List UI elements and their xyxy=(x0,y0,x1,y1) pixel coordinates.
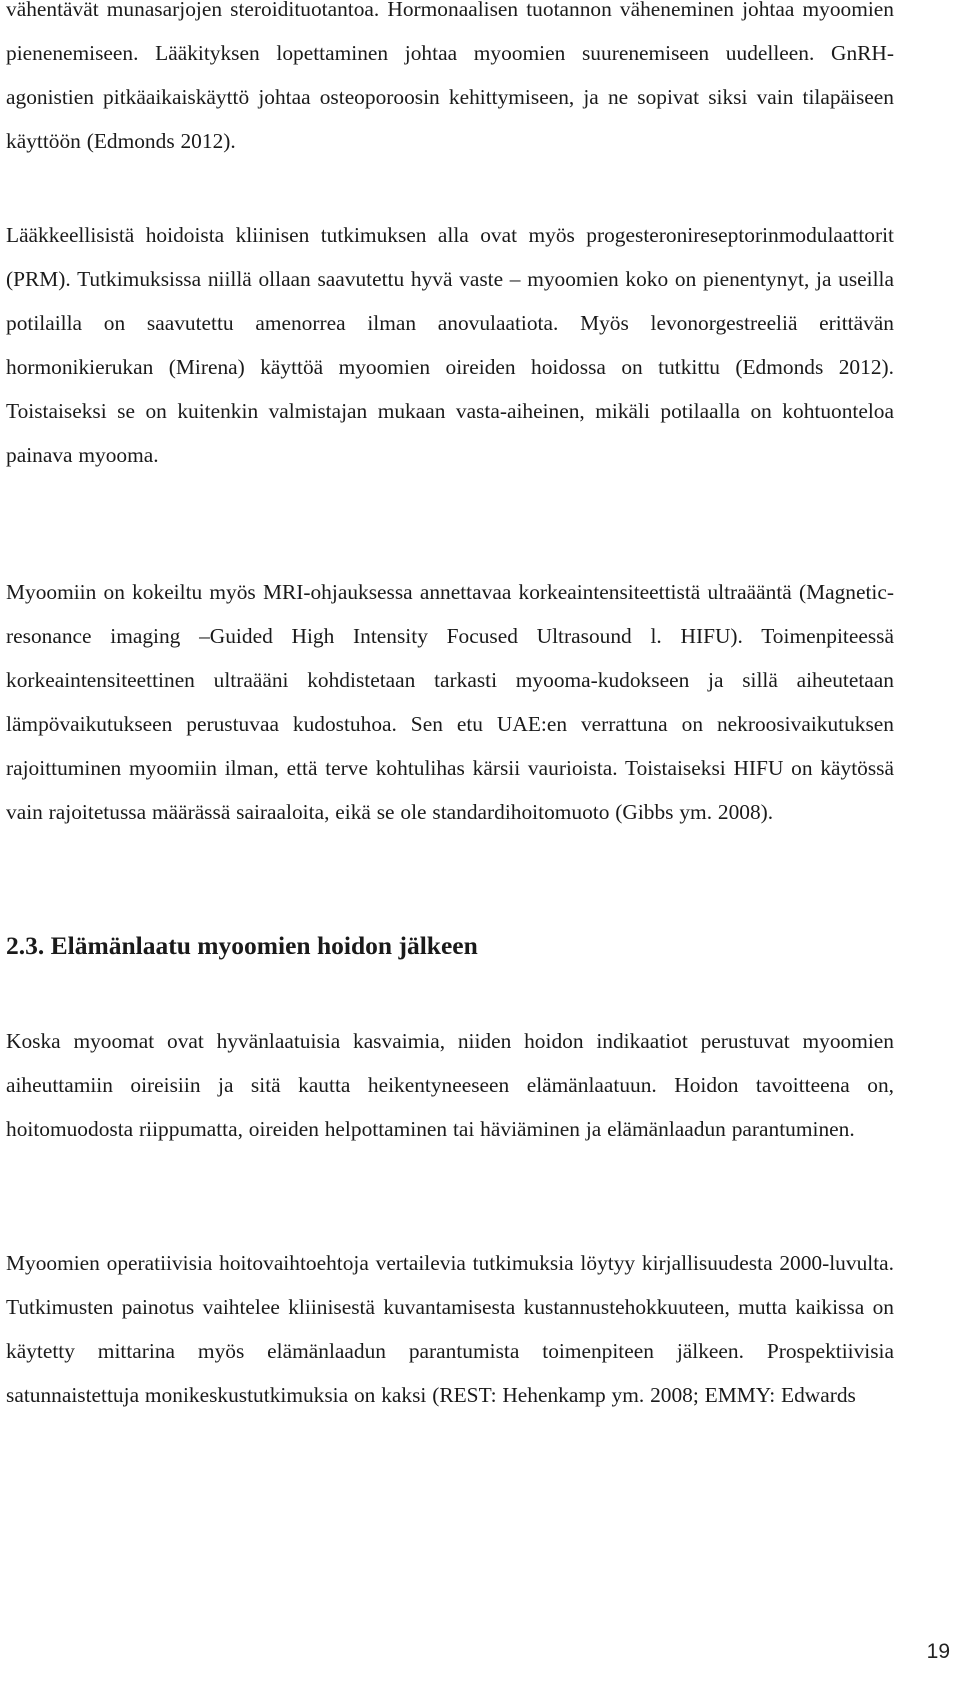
paragraph-quality-of-life: Koska myoomat ovat hyvänlaatuisia kasvaimia, niiden hoidon indikaatiot perustuvat myoomien aiheuttamiin oireisiin ja sitä kautta heikentyneeseen elämänlaatuun. Hoidon tavoitteena on, hoitomuodosta riippumatta, oireiden helpottaminen tai häviäminen ja elämänlaadun parantuminen. xyxy=(6,1029,894,1142)
paragraph-hifu: Myoomiin on kokeiltu myös MRI-ohjauksessa annettavaa korkeaintensiteettistä ultraääntä (Magnetic-resonance imaging –Guided High Intensity Focused Ultrasound l. HIFU). Toimenpiteessä korkeaintensiteettinen ultraääni kohdistetaan tarkasti myooma-kudokseen ja sillä aiheutetaan lämpövaikutukseen perustuvaa kudostuhoa. Sen etu UAE:en verrattuna on nekroosivaikutuksen rajoittuminen myoomiin ilman, että terve kohtulihas kärsii vaurioista. Toistaiseksi HIFU on käytössä vain rajoitetussa määrässä sairaaloita, eikä se ole standardihoitomuoto (Gibbs ym. 2008). xyxy=(6,580,894,825)
page-number: 19 xyxy=(926,1640,950,1663)
paragraph-gnrh-agonists: vähentävät munasarjojen steroidituotantoa. Hormonaalisen tuotannon väheneminen johtaa myoomien pienenemiseen. Lääkityksen lopettaminen johtaa myoomien suurenemiseen uudelleen. GnRH-agonistien pitkäaikaiskäyttö johtaa osteoporoosin kehittymiseen, ja ne sopivat siksi vain tilapäiseen käyttöön (Edmonds 2012). xyxy=(6,0,894,154)
section-heading: 2.3. Elämänlaatu myoomien hoidon jälkeen xyxy=(6,931,478,960)
paragraph-prm-treatments: Lääkkeellisistä hoidoista kliinisen tutkimuksen alla ovat myös progesteronireseptorinmodulaattorit (PRM). Tutkimuksissa niillä ollaan saavutettu hyvä vaste – myoomien koko on pienentynyt, ja useilla potilailla on saavutettu amenorrea ilman anovulaatiota. Myös levonorgestreeliä erittävän hormonikierukan (Mirena) käyttöä myoomien oireiden hoidossa on tutkittu (Edmonds 2012). Toistaiseksi se on kuitenkin valmistajan mukaan vasta-aiheinen, mikäli potilaalla on kohtuonteloa painava myooma. xyxy=(6,223,894,468)
paragraph-operative-studies: Myoomien operatiivisia hoitovaihtoehtoja vertailevia tutkimuksia löytyy kirjallisuudesta 2000-luvulta. Tutkimusten painotus vaihtelee kliinisestä kuvantamisesta kustannustehokkuuteen, mutta kaikissa on käytetty mittarina myös elämänlaadun parantumista toimenpiteen jälkeen. Prospektiivisia satunnaistettuja monikeskustutkimuksia on kaksi (REST: Hehenkamp ym. 2008; EMMY: Edwards xyxy=(6,1251,894,1408)
